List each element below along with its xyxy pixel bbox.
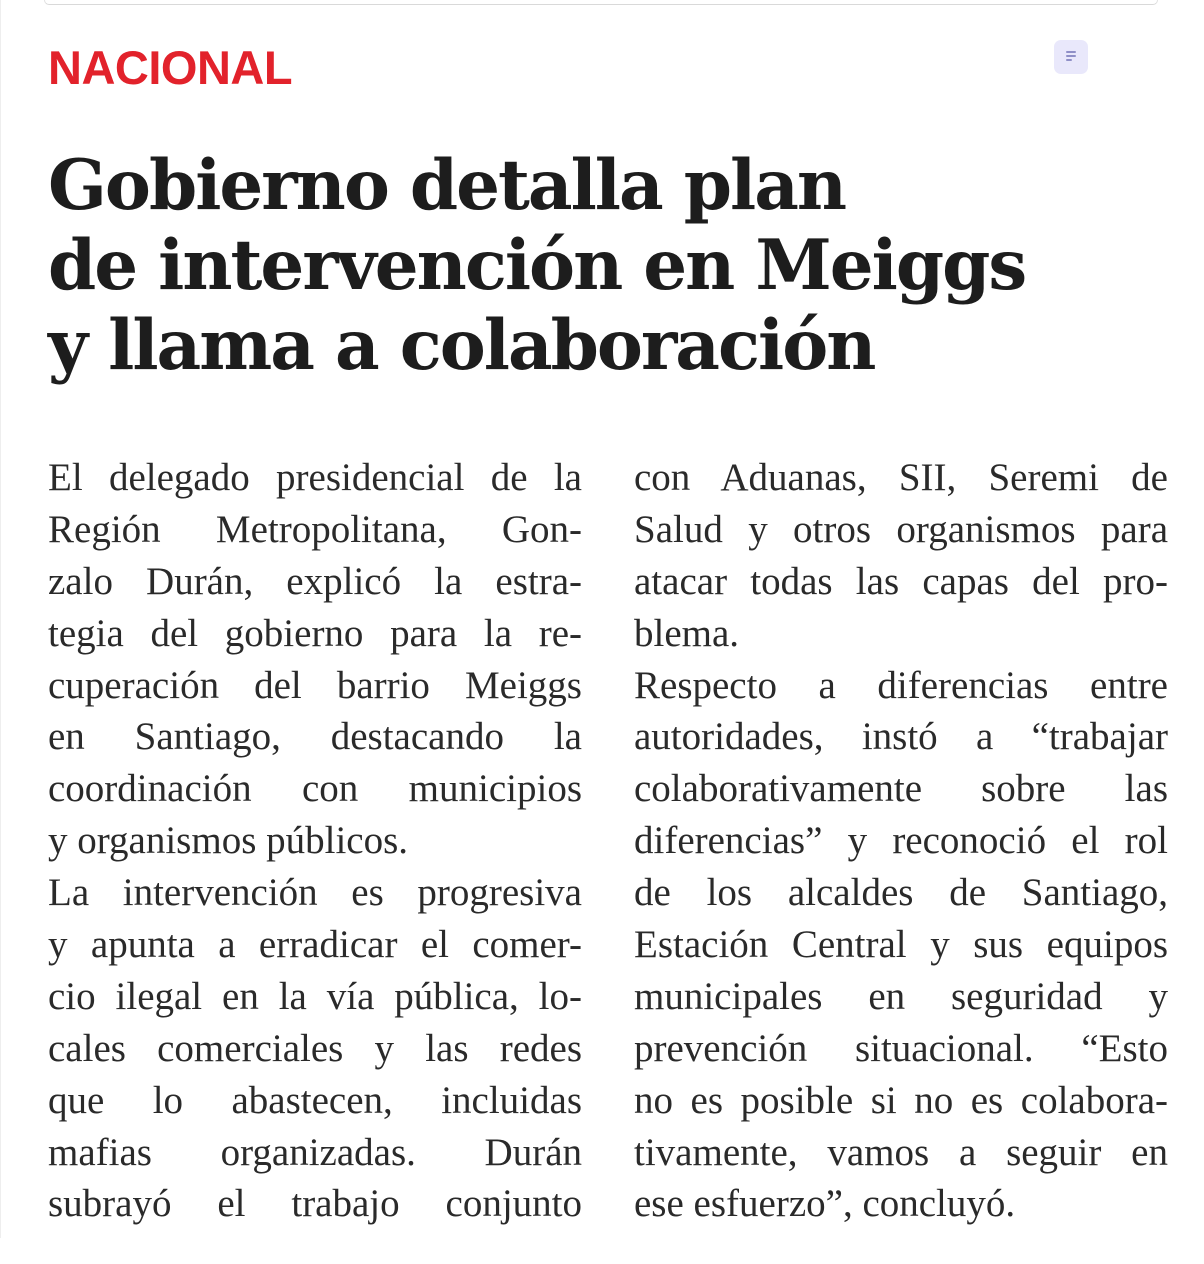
body-line: cales comerciales y las redes xyxy=(48,1026,582,1070)
body-line: blema. xyxy=(634,611,740,655)
body-line: Salud y otros organismos para xyxy=(634,507,1168,551)
body-line: Región Metropolitana, Gon- xyxy=(48,507,582,551)
body-line: La intervención es progresiva xyxy=(48,871,582,915)
body-line: Respecto a diferencias entre xyxy=(634,663,1168,707)
left-divider xyxy=(0,0,1,1238)
body-line: prevención situacional. “Esto xyxy=(634,1026,1168,1070)
body-line: que lo abastecen, incluidas xyxy=(48,1078,582,1122)
headline-line: y llama a colaboración xyxy=(48,305,875,386)
body-line: cuperación del barrio Meiggs xyxy=(48,663,582,707)
headline xyxy=(48,146,1148,386)
body-line: en Santiago, destacando la xyxy=(48,715,582,759)
body-line: subrayó el trabajo conjunto xyxy=(48,1182,582,1226)
body-line: tegia del gobierno para la re- xyxy=(48,611,582,655)
body-column-right xyxy=(634,452,1168,1230)
body-line: con Aduanas, SII, Seremi de xyxy=(634,456,1168,499)
body-line: y apunta a erradicar el comer- xyxy=(48,923,582,967)
note-icon[interactable] xyxy=(1054,40,1088,74)
headline-line: Gobierno detalla plan xyxy=(48,145,846,226)
body-line: atacar todas las capas del pro- xyxy=(634,559,1168,603)
body-line: municipales en seguridad y xyxy=(634,974,1168,1018)
body-line: de los alcaldes de Santiago, xyxy=(634,871,1168,915)
body-line: colaborativamente sobre las xyxy=(634,767,1168,811)
body-line: y organismos públicos. xyxy=(48,819,409,863)
body-line: diferencias” y reconoció el rol xyxy=(634,819,1168,863)
top-divider xyxy=(44,0,1158,5)
body-line: no es posible si no es colabora- xyxy=(634,1078,1168,1122)
body-line: ese esfuerzo”, concluyó. xyxy=(634,1182,1016,1226)
body-line: autoridades, instó a “trabajar xyxy=(634,715,1168,759)
body-line: mafias organizadas. Durán xyxy=(48,1130,582,1174)
section-label: NACIONAL xyxy=(48,41,293,94)
body-line: El delegado presidencial de la xyxy=(48,456,582,499)
body-column-left xyxy=(48,452,582,1230)
body-line: zalo Durán, explicó la estra- xyxy=(48,559,582,603)
headline-line: de intervención en Meiggs xyxy=(48,225,1026,306)
body-line: cio ilegal en la vía pública, lo- xyxy=(48,974,582,1018)
body-line: Estación Central y sus equipos xyxy=(634,923,1168,967)
body-line: coordinación con municipios xyxy=(48,767,582,811)
body-line: tivamente, vamos a seguir en xyxy=(634,1130,1168,1174)
